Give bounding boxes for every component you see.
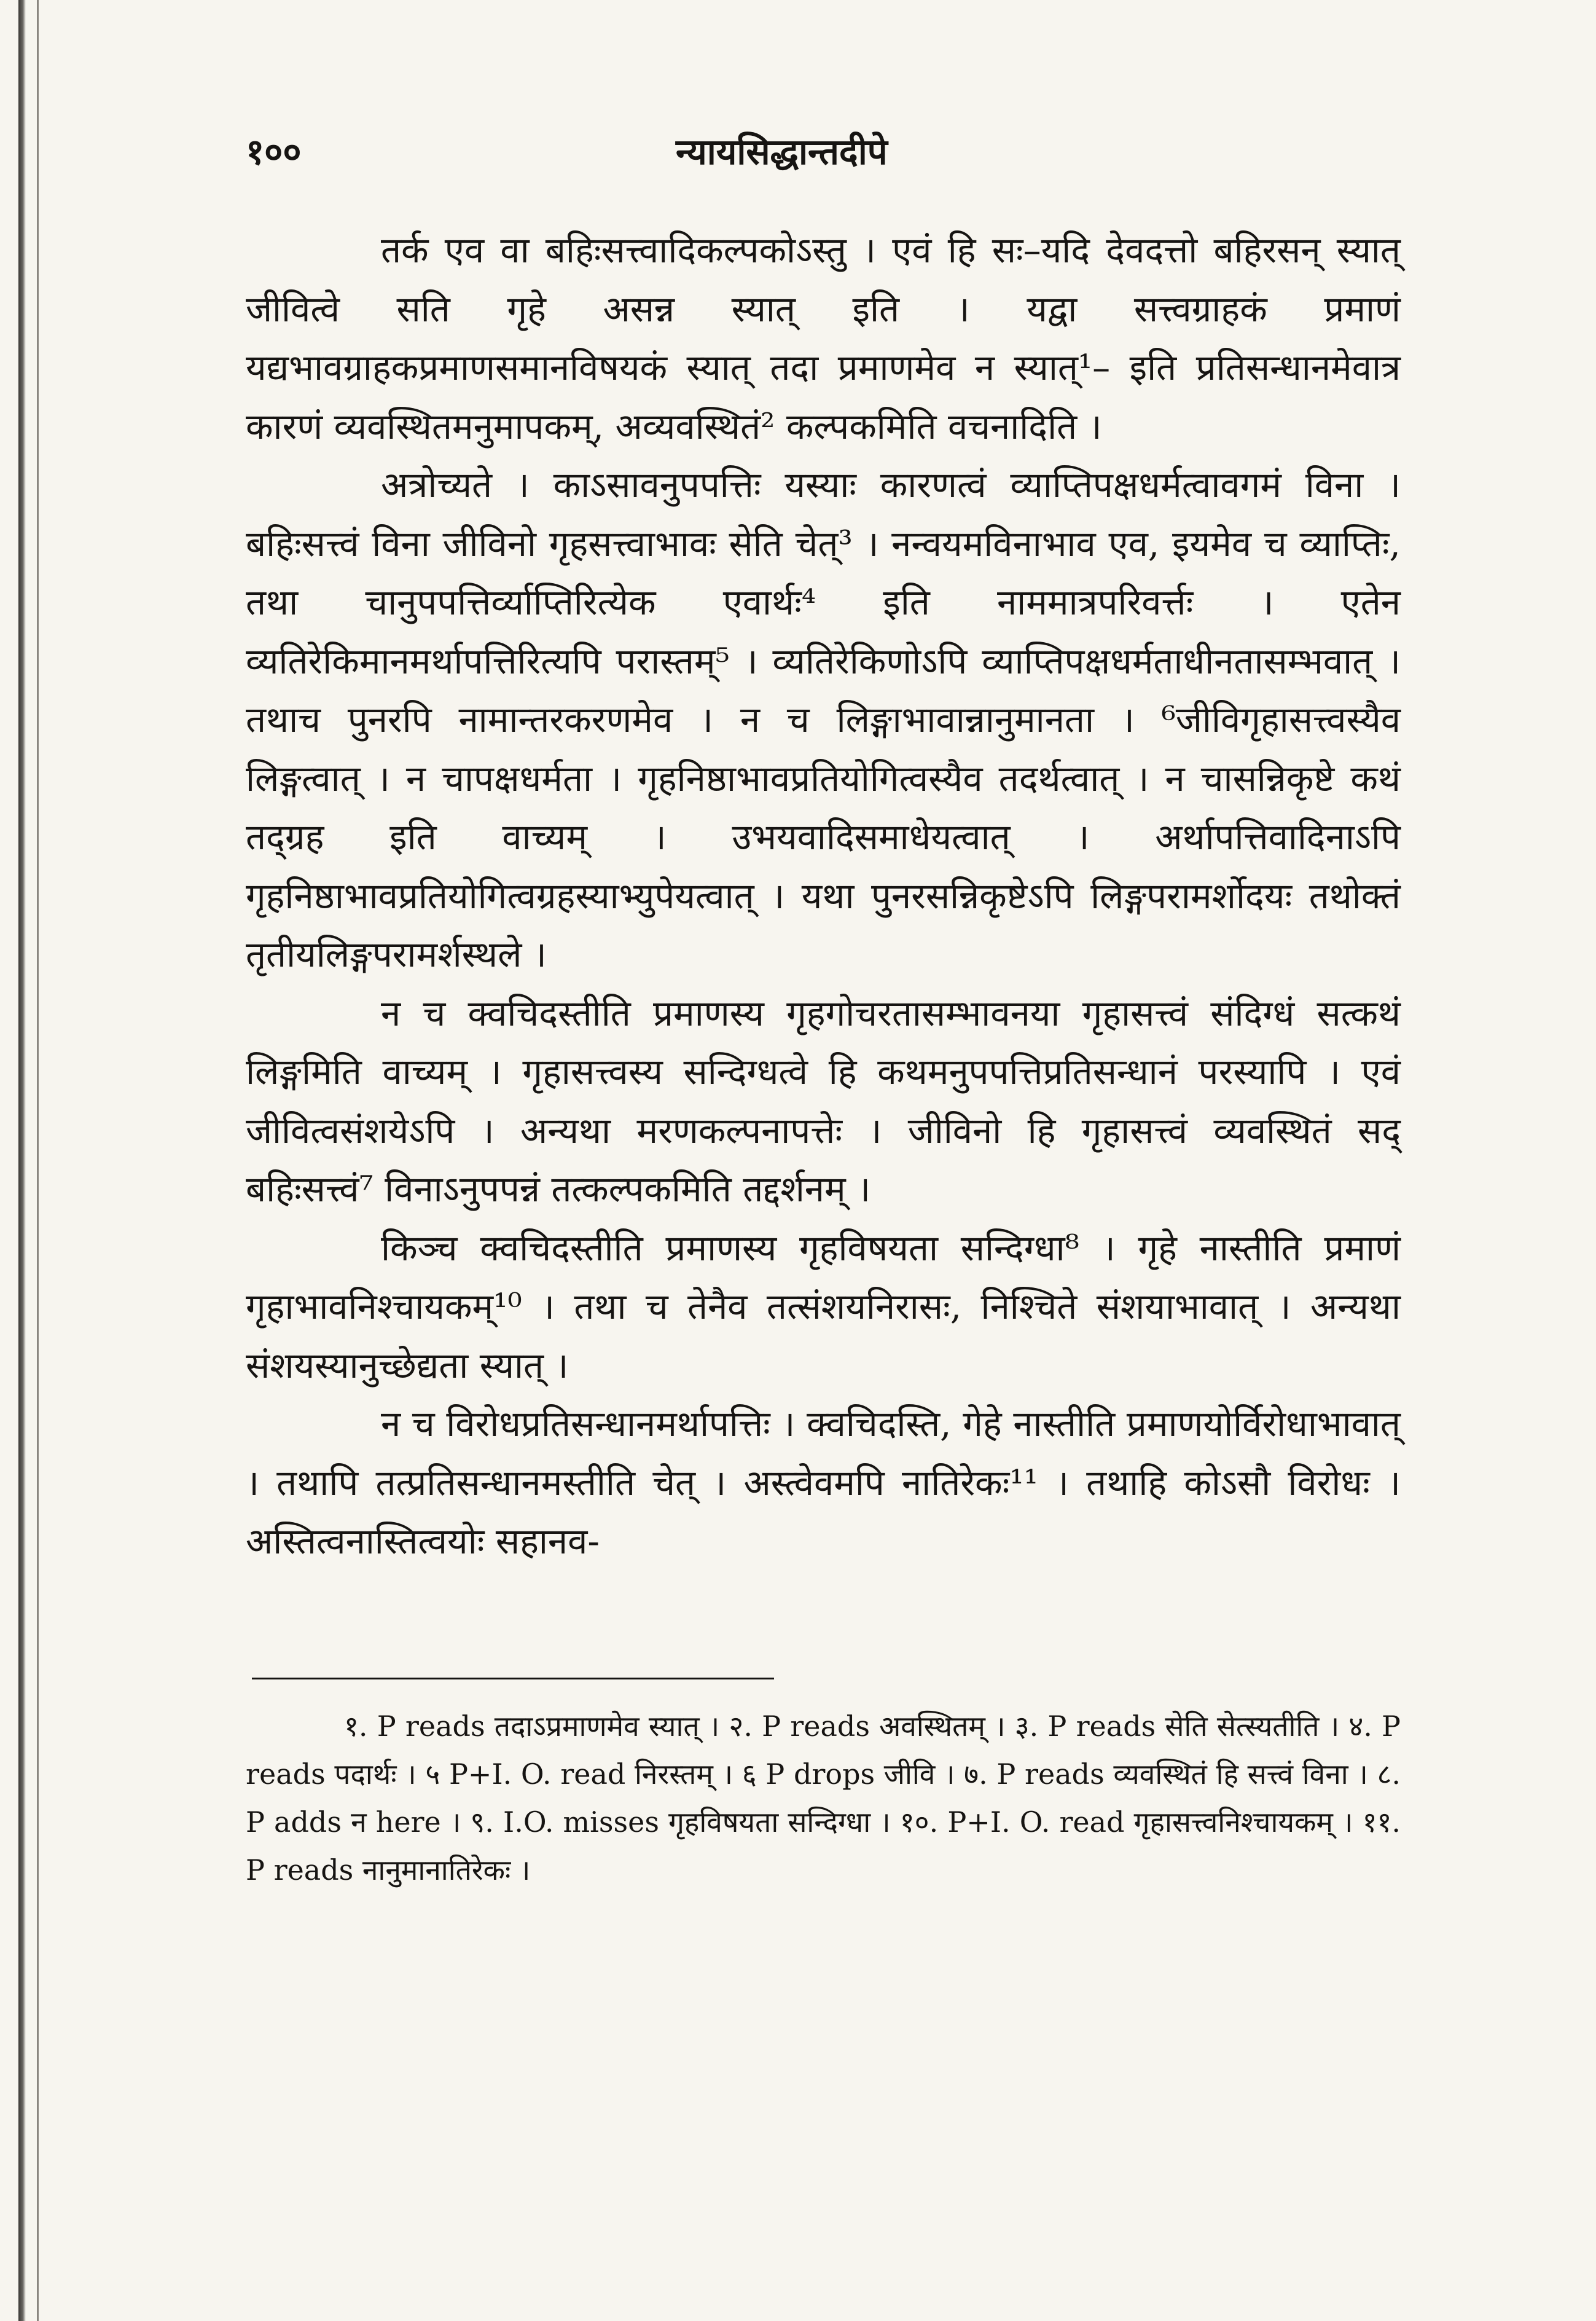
main-text xyxy=(246,221,1401,1571)
footnote-divider xyxy=(252,1678,774,1679)
footnote: ११. P reads नानुमानातिरेकः । xyxy=(246,1805,1401,1887)
page-number: १०० xyxy=(246,131,302,173)
paragraph: तर्क एव वा बहिःसत्त्वादिकल्पकोऽस्तु । एवं हि सः–यदि देवदत्तो बहिरसन् स्यात् जीवित्वे सति गृहे असन्न स्यात् इति । यद्वा सत्त्वग्राहकं प्रमाणं यद्यभावग्राहकप्रमाणसमानविषयकं स्यात् तदा प्रमाणमेव न स्यात्¹– इति प्रतिसन्धानमेवात्र कारणं व्यवस्थितमनुमापकम्, अव्यवस्थितं² कल्पकमिति वचनादिति । xyxy=(246,229,1401,447)
footnote: ५ P+I. O. read निरस्तम् । xyxy=(425,1757,733,1791)
running-title: न्यायसिद्धान्तदीपे xyxy=(676,131,888,173)
footnote-block xyxy=(246,1702,1401,1894)
footnote: ६ P drops जीवि । xyxy=(741,1757,955,1791)
footnote: १. P reads तदाऽप्रमाणमेव स्यात् । xyxy=(344,1710,720,1743)
footnote: ३. P reads सेति सेत्स्यतीति । xyxy=(1014,1710,1340,1743)
footnote: ४. P reads पदार्थः । xyxy=(246,1710,1401,1791)
paragraph: न च विरोधप्रतिसन्धानमर्थापत्तिः । क्वचिदस्ति, गेहे नास्तीति प्रमाणयोर्विरोधाभावात् । तथापि तत्प्रतिसन्धानमस्तीति चेत् । अस्त्वेवमपि नातिरेकः¹¹ । तथाहि कोऽसौ विरोधः । अस्तित्वनास्तित्वयोः सहानव- xyxy=(246,1403,1401,1562)
footnote: ९. I.O. misses गृहविषयता सन्दिग्धा । xyxy=(470,1805,891,1839)
footnote: १०. P+I. O. read गृहासत्त्वनिश्चायकम् । xyxy=(899,1805,1353,1839)
binding-edge-line xyxy=(37,0,39,2321)
page-header xyxy=(246,126,1413,181)
paragraph: न च क्वचिदस्तीति प्रमाणस्य गृहगोचरतासम्भावनया गृहासत्त्वं संदिग्धं सत्कथं लिङ्गमिति वाच्यम् । गृहासत्त्वस्य सन्दिग्धत्वे हि कथमनुपपत्तिप्रतिसन्धानं परस्यापि । एवं जीवित्वसंशयेऽपि । अन्यथा मरणकल्पनापत्तेः । जीविनो हि गृहासत्त्वं व्यवस्थितं सद् बहिःसत्त्वं⁷ विनाऽनुपपन्नं तत्कल्पकमिति तद्दर्शनम् । xyxy=(246,992,1401,1210)
binding-edge-shadow xyxy=(18,0,26,2321)
footnote: ७. P reads व्यवस्थितं हि सत्त्वं विना । xyxy=(964,1757,1368,1791)
footnotes xyxy=(246,1702,1401,1894)
paragraph: किञ्च क्वचिदस्तीति प्रमाणस्य गृहविषयता सन्दिग्धा⁸ । गृहे नास्तीति प्रमाणं गृहाभावनिश्चायकम्¹⁰ । तथा च तेनैव तत्संशयनिरासः, निश्चिते संशयाभावात् । अन्यथा संशयस्यानुच्छेद्यता स्यात् । xyxy=(246,1227,1401,1386)
footnote: ८. P adds न here । xyxy=(246,1757,1401,1839)
paragraph: अत्रोच्यते । काऽसावनुपपत्तिः यस्याः कारणत्वं व्याप्तिपक्षधर्मत्वावगमं विना । बहिःसत्त्वं विना जीविनो गृहसत्त्वाभावः सेति चेत्³ । नन्वयमविनाभाव एव, इयमेव च व्याप्तिः, तथा चानुपपत्तिर्व्याप्तिरित्येक एवार्थः⁴ इति नाममात्रपरिवर्त्तः । एतेन व्यतिरेकिमानमर्थापत्तिरित्यपि परास्तम्⁵ । व्यतिरेकिणोऽपि व्याप्तिपक्षधर्मताधीनतासम्भवात् । तथाच पुनरपि नामान्तरकरणमेव । न च लिङ्गाभावान्नानुमानता । ⁶जीविगृहासत्त्वस्यैव लिङ्गत्वात् । न चापक्षधर्मता । गृहनिष्ठाभावप्रतियोगित्वस्यैव तदर्थत्वात् । न चासन्निकृष्टे कथं तद्ग्रह इति वाच्यम् । उभयवादिसमाधेयत्वात् । अर्थापत्तिवादिनाऽपि गृहनिष्ठाभावप्रतियोगित्वग्रहस्याभ्युपेयत्वात् । यथा पुनरसन्निकृष्टेऽपि लिङ्गपरामर्शोदयः तथोक्तं तृतीयलिङ्गपरामर्शस्थले । xyxy=(246,464,1401,975)
footnote: २. P reads अवस्थितम् । xyxy=(729,1710,1006,1743)
